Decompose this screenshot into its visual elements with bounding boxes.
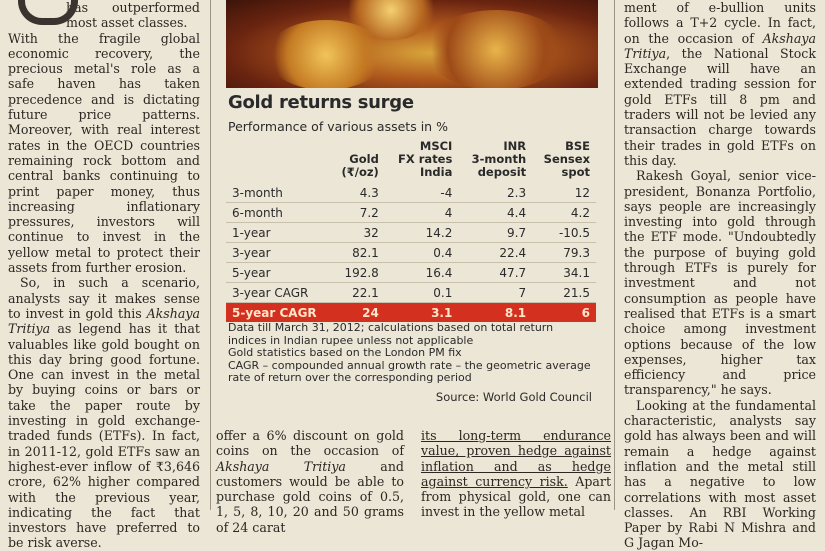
table-cell: 22.1 [332, 283, 385, 303]
underlined-phrase: its long-term endurance value, proven hedge against inflation and as hedge against currency risk. [421, 428, 611, 489]
table-row [226, 203, 596, 223]
left-paragraph-2-text-a: So, in such a scenario, analysts say it makes sense to invest in gold this [8, 275, 200, 321]
middle-b-paragraph [421, 428, 611, 520]
row-label: 6-month [226, 203, 332, 223]
table-cell: 24 [332, 303, 385, 323]
table-notes [228, 322, 594, 385]
row-label: 1-year [226, 223, 332, 243]
table-source: Source: World Gold Council [435, 390, 592, 404]
row-label: 5-year [226, 263, 332, 283]
table-cell: 3.1 [385, 303, 459, 323]
right-p1-text-a: ment of e-bullion units follows a T+2 cycle. In fact, on the occasion of [624, 0, 816, 46]
middle-a-text-2: and customers would be able to purchase gold coins of 0.5, 1, 5, 8, 10, 20 and 50 grams of 24 carat [216, 458, 404, 535]
table-cell: 4.2 [532, 203, 596, 223]
middle-b-text: Apart from physical gold, one can invest in the yellow metal [421, 473, 611, 520]
box-subtitle: Performance of various assets in % [228, 119, 448, 134]
middle-column-a [216, 428, 404, 535]
table-cell: -10.5 [532, 223, 596, 243]
table-cell: 8.1 [458, 303, 532, 323]
note-3: CAGR – compounded annual growth rate – the geometric average rate of return over the corresponding period [228, 358, 591, 385]
table-cell: 4.4 [458, 203, 532, 223]
table-cell: 0.4 [385, 243, 459, 263]
opening-line-2: most asset classes. [66, 15, 188, 31]
left-paragraph-2-text-b: as legend has it that valuables like gold bought on this day bring good fortune. One can invest in the metal by buying coins or bars or take the paper route by investing in gold exchange-traded funds (ETFs). In fact, in 2011-12, gold ETFs saw an highest-ever inflow of ₹3,646 crore, 62% higher compared with the previous year, indicating the fact that investors have preferred to be risk averse. [8, 321, 200, 551]
right-paragraph-3: Looking at the fundamental characteristic, analysts say gold has always been and will remain a hedge against inflation and the metal still has a negative to low correlations with most asset classes. An RBI Working Paper by Rabi N Mishra and G Jagan Mo- [624, 397, 816, 551]
table-cell: 0.1 [385, 283, 459, 303]
header-gold: Gold (₹/oz) [341, 152, 379, 179]
middle-a-festival: Akshaya Tritiya [216, 458, 346, 474]
table-cell: 32 [332, 223, 385, 243]
table-cell: 47.7 [458, 263, 532, 283]
returns-table [226, 140, 596, 322]
row-label: 3-year CAGR [226, 283, 332, 303]
festival-name: Akshaya Tritiya [8, 305, 200, 337]
table-row [226, 283, 596, 303]
header-msci: MSCI FX rates India [398, 139, 453, 179]
table-cell: 2.3 [458, 183, 532, 203]
table-row [226, 263, 596, 283]
box-title: Gold returns surge [228, 92, 414, 113]
table-cell: 16.4 [385, 263, 459, 283]
middle-a-paragraph [216, 428, 404, 535]
table-cell: 7.2 [332, 203, 385, 223]
table-cell: 14.2 [385, 223, 459, 243]
table-cell: 21.5 [532, 283, 596, 303]
table-cell: -4 [385, 183, 459, 203]
opening-line-1: has outperformed [66, 0, 200, 15]
middle-a-text-1: offer a 6% discount on gold coins on the occasion of [216, 428, 404, 459]
table-cell: 82.1 [332, 243, 385, 263]
table-cell: 6 [532, 303, 596, 323]
left-article-column [8, 0, 200, 551]
left-paragraph-2 [8, 275, 200, 550]
table-cell: 9.7 [458, 223, 532, 243]
table-cell: 34.1 [532, 263, 596, 283]
table-header-row [226, 140, 596, 183]
right-paragraph-1 [624, 0, 816, 168]
gold-jewellery-photo [226, 0, 598, 88]
note-1: Data till March 31, 2012; calculations based on total return indices in Indian rupee unless not applicable [228, 321, 554, 347]
row-label: 5-year CAGR [226, 303, 332, 323]
table-cell: 192.8 [332, 263, 385, 283]
note-2: Gold statistics based on the London PM fix [228, 346, 462, 360]
header-bse-sensex: BSE Sensex spot [543, 139, 590, 179]
column-rule-right [614, 0, 615, 510]
table-row [226, 223, 596, 243]
gold-returns-table-box [226, 90, 598, 412]
header-label-cell [226, 140, 332, 183]
table-cell: 4 [385, 203, 459, 223]
table-cell: 7 [458, 283, 532, 303]
right-festival: Akshaya Tritiya [624, 30, 816, 61]
right-paragraph-2: Rakesh Goyal, senior vice-president, Bonanza Portfolio, says people are increasingly investing into gold through the ETF mode. "Undoubtedly the purpose of buying gold through ETFs is purely for investment and not consumption as people have realised that ETFs is a smart choice among investment options because of the low expenses, higher tax efficiency and price transparency," he says. [624, 168, 816, 398]
middle-column-b [421, 428, 611, 520]
table-cell: 79.3 [532, 243, 596, 263]
table-cell: 22.4 [458, 243, 532, 263]
column-rule-left [210, 0, 211, 510]
row-label: 3-month [226, 183, 332, 203]
table-row [226, 183, 596, 203]
table-row [226, 243, 596, 263]
right-p1-text-b: , the National Stock Exchange will have an extended trading session for gold ETFs till 8 pm and traders will not be levied any transaction charge towards their trades in gold ETFs on this day. [624, 45, 816, 168]
row-label: 3-year [226, 243, 332, 263]
header-inr-deposit: INR 3-month deposit [471, 139, 527, 179]
table-row [226, 303, 596, 323]
right-article-column [624, 0, 816, 551]
left-paragraph-1: With the fragile global economic recovery, the precious metal's role as a safe haven has taken precedence and is dictating future price patterns. Moreover, with real interest rates in the OECD countries remaining rock bottom and central banks continuing to print paper money, thus increasing inflationary pressures, investors will continue to invest in the yellow metal to protect their assets from further erosion. [8, 30, 200, 276]
table-cell: 4.3 [332, 183, 385, 203]
table-cell: 12 [532, 183, 596, 203]
